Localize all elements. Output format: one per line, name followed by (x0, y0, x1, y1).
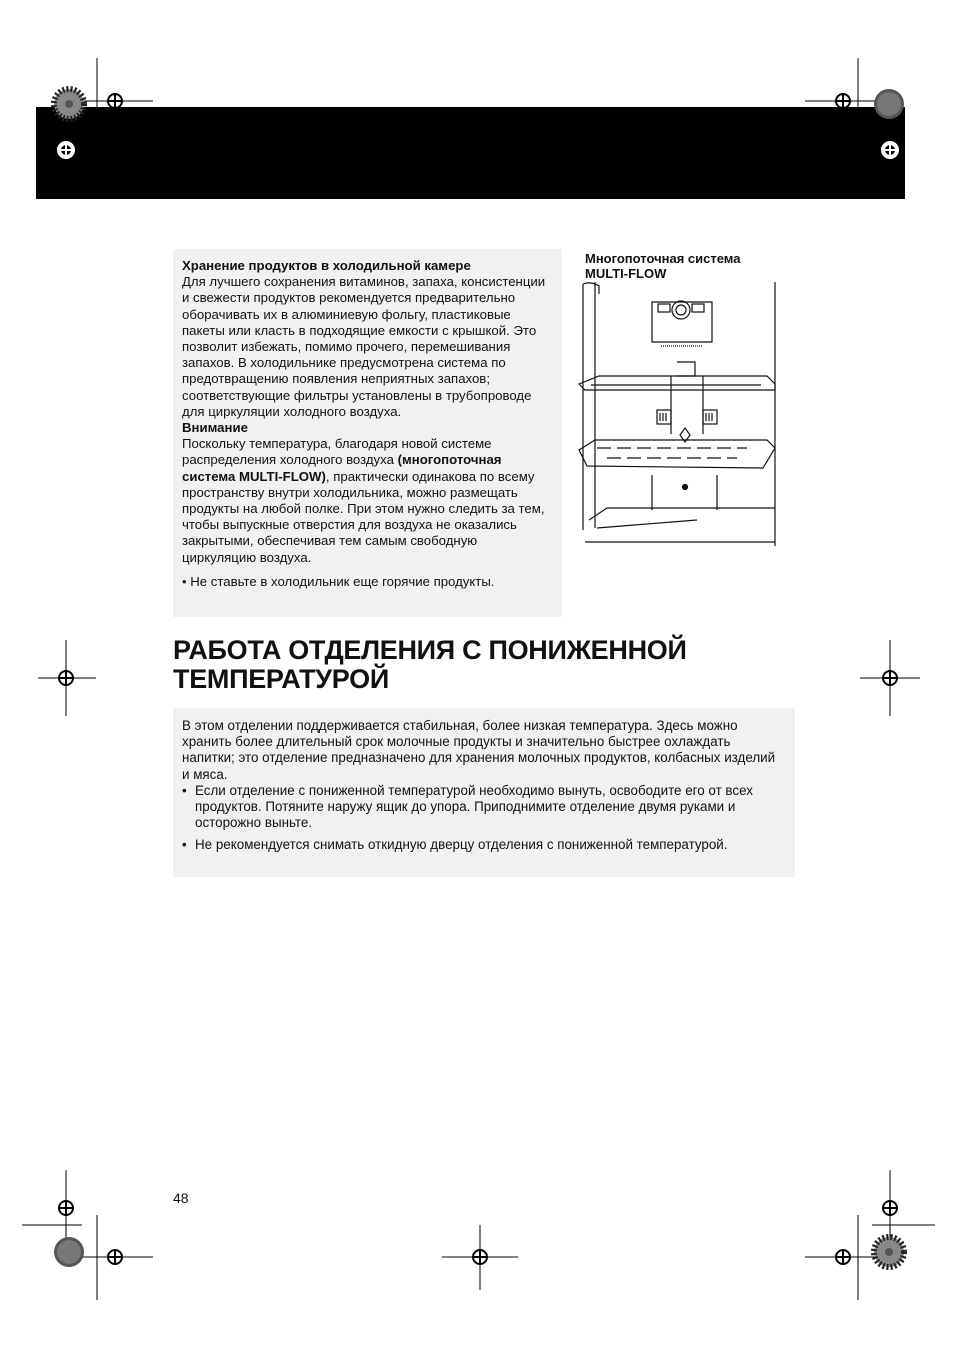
section-title (173, 636, 873, 694)
figure-caption (585, 251, 785, 281)
section-title-line2: ТЕМПЕРАТУРОЙ (173, 664, 389, 694)
list-item (182, 837, 786, 853)
attention-text-2: , практически одинакова по всему пространству внутри холодильника, можно размещать продукты на любой полке. При этом нужно следить за тем, чтобы выпускные отверстия для воздуха не оказались закрытыми, обеспечивая тем самым свободную циркуляцию воздуха. (182, 468, 545, 565)
storage-heading: Хранение продуктов в холодильной камере (182, 258, 471, 273)
low-temp-intro: В этом отделении поддерживается стабильная, более низкая температура. Здесь можно хранить более длительный срок молочные продукты и значительно быстрее охлаждать напитки; это отделение предназначено для хранения молочных продуктов, колбасных изделий и мяса. (182, 718, 776, 782)
attention-text-1: Поскольку температура, благодаря новой системе распределения холодного воздуха (182, 436, 492, 468)
hot-food-warning: • Не ставьте в холодильник еще горячие продукты. (182, 573, 495, 589)
low-temp-info-box (173, 708, 795, 877)
remove-compartment-instruction: Если отделение с пониженной температурой необходимо вынуть, освободите его от всех продуктов. Потяните наружу ящик до упора. Приподнимите отделение двумя руками и осторожно выньте. (195, 782, 753, 831)
storage-paragraph: Для лучшего сохранения витаминов, запаха, консистенции и свежести продуктов рекомендуется предварительно оборачивать их в алюминиевую фольгу, пластиковые пакеты или класть в подходящие емкости с крышкой. Это позволит избежать, помимо прочего, перемешивания запахов. В холодильнике предусмотрена система по предотвращению появления неприятных запахов; соответствующие фильтры установлены в трубопроводе для циркуляции холодного воздуха. (182, 274, 546, 419)
door-removal-warning: Не рекомендуется снимать откидную дверцу отделения с пониженной температурой. (195, 837, 728, 853)
section-title-line1: РАБОТА ОТДЕЛЕНИЯ С ПОНИЖЕННОЙ (173, 635, 687, 665)
storage-info-box (173, 249, 562, 617)
multiflow-fridge-illustration (577, 280, 781, 550)
bullet-symbol: • (182, 837, 187, 853)
attention-heading: Внимание (182, 420, 248, 436)
page-number: 48 (173, 1190, 189, 1206)
figure-caption-line2: MULTI-FLOW (585, 266, 667, 281)
attention-paragraph (182, 436, 554, 566)
bullet-symbol: • (182, 782, 187, 798)
list-item (182, 783, 786, 832)
attention-text-bold: (многопоточная система MULTI-FLOW) (182, 452, 502, 484)
figure-caption-line1: Многопоточная система (585, 251, 741, 266)
header-band (36, 107, 905, 199)
